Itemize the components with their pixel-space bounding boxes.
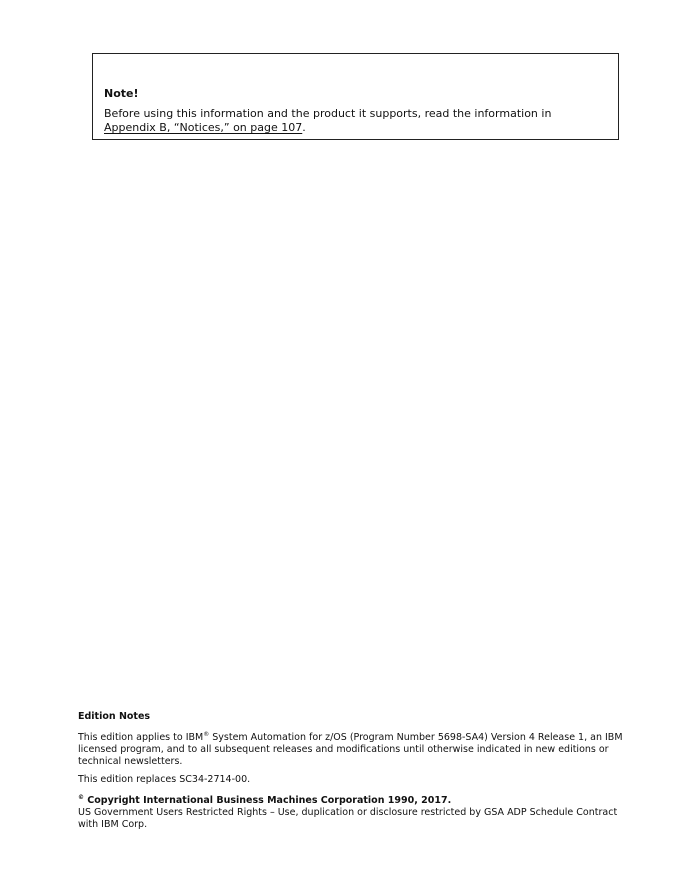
copyright-text: Copyright International Business Machines Corporation 1990, 2017.: [84, 795, 452, 807]
note-text: [104, 107, 584, 135]
edition-applies-after: System Automation for z/OS (Program Number 5698-SA4) Version 4 Release 1, an IBM licensed program, and to all subsequent releases and modifications until otherwise indicated in new editions or technical newsletters.: [78, 732, 623, 768]
note-text-before: Before using this information and the product it supports, read the information in: [104, 107, 552, 120]
registered-mark: ®: [203, 731, 210, 738]
edition-notes: [78, 711, 623, 831]
edition-notes-title: Edition Notes: [78, 711, 151, 722]
edition-replaces-text: This edition replaces SC34-2714-00.: [78, 774, 251, 786]
restricted-rights-text: US Government Users Restricted Rights – Use, duplication or disclosure restricted by GSA ADP Schedule Contract with IBM Corp.: [78, 807, 618, 831]
note-title: Note!: [104, 87, 139, 100]
edition-applies-before: This edition applies to IBM: [78, 732, 204, 744]
note-box: [92, 53, 619, 140]
edition-applies-text: [78, 729, 623, 768]
copyright-symbol: ©: [78, 794, 84, 802]
appendix-notices-link[interactable]: Appendix B, “Notices,” on page 107: [104, 121, 303, 134]
note-text-after: .: [302, 121, 306, 134]
copyright-line: [78, 792, 623, 807]
